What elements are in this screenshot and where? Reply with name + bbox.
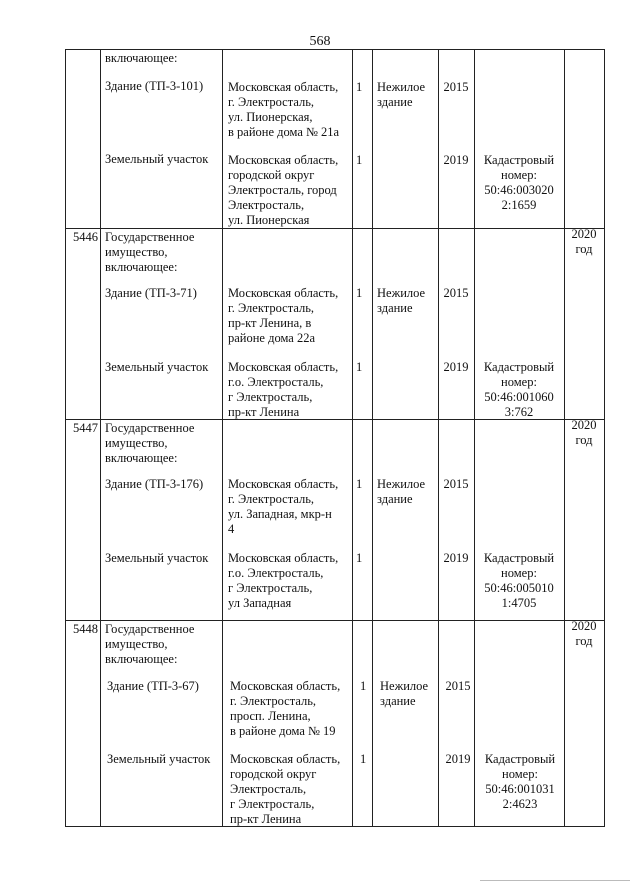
item-address: Московская область, городской округ Электросталь, город Электросталь, ул. Пионерская <box>228 153 339 227</box>
item-kind: Нежилое здание <box>380 679 429 708</box>
item-cadastral-note: Кадастровый номер: 50:46:001060 3:762 <box>483 360 555 419</box>
column-divider <box>222 49 223 827</box>
property-table <box>65 49 605 827</box>
item-year: 2015 <box>443 286 469 300</box>
item-year: 2019 <box>445 752 471 766</box>
scan-edge-mark <box>480 880 630 881</box>
item-address: Московская область, городской округ Электросталь, г Электросталь, пр-кт Ленина <box>230 752 341 826</box>
item-year: 2019 <box>443 153 469 167</box>
item-name: Здание (ТП-3-176) <box>105 477 204 491</box>
item-year: 2015 <box>443 80 469 94</box>
column-divider <box>372 49 373 827</box>
item-quantity: 1 <box>360 679 367 693</box>
item-quantity: 1 <box>356 286 363 300</box>
group-title: Государственное имущество, включающее: <box>105 622 195 666</box>
record-number: 5448 <box>73 622 98 636</box>
item-cadastral-note: Кадастровый номер: 50:46:003020 2:1659 <box>483 153 555 212</box>
item-year: 2019 <box>443 551 469 565</box>
record-period: 2020 год <box>571 619 597 648</box>
item-name: Здание (ТП-3-101) <box>105 79 204 93</box>
row-divider <box>65 620 605 621</box>
item-address: Московская область, г. Электросталь, ул. Пионерская, в районе дома № 21а <box>228 80 340 139</box>
item-name: Земельный участок <box>105 551 209 565</box>
item-address: Московская область, г.о. Электросталь, г Электросталь, ул Западная <box>228 551 339 610</box>
item-address: Московская область, г. Электросталь, просп. Ленина, в районе дома № 19 <box>230 679 341 738</box>
item-cadastral-note: Кадастровый номер: 50:46:005010 1:4705 <box>483 551 555 610</box>
item-quantity: 1 <box>356 153 363 167</box>
item-year: 2015 <box>443 477 469 491</box>
item-quantity: 1 <box>356 551 363 565</box>
page-number: 568 <box>309 34 331 49</box>
column-divider <box>352 49 353 827</box>
item-address: Московская область, г. Электросталь, пр-кт Ленина, в районе дома 22а <box>228 286 339 345</box>
table-border-left <box>65 49 66 827</box>
table-border-top <box>65 49 605 50</box>
item-name: Здание (ТП-3-67) <box>107 679 199 693</box>
item-name: Земельный участок <box>105 360 209 374</box>
item-quantity: 1 <box>356 80 363 94</box>
item-kind: Нежилое здание <box>377 80 426 109</box>
item-quantity: 1 <box>356 360 363 374</box>
item-address: Московская область, г.о. Электросталь, г Электросталь, пр-кт Ленина <box>228 360 339 419</box>
row-divider <box>65 228 605 229</box>
item-name: Земельный участок <box>105 152 209 166</box>
item-address: Московская область, г. Электросталь, ул. Западная, мкр-н 4 <box>228 477 339 536</box>
record-number: 5447 <box>73 421 98 435</box>
item-kind: Нежилое здание <box>377 286 426 315</box>
item-year: 2019 <box>443 360 469 374</box>
column-divider <box>100 49 101 827</box>
group-title: Государственное имущество, включающее: <box>105 421 195 465</box>
record-period: 2020 год <box>571 227 597 256</box>
group-title: Государственное имущество, включающее: <box>105 230 195 274</box>
item-cadastral-note: Кадастровый номер: 50:46:001031 2:4623 <box>484 752 556 811</box>
table-border-right <box>604 49 605 827</box>
item-name: Здание (ТП-3-71) <box>105 286 197 300</box>
item-quantity: 1 <box>360 752 367 766</box>
item-kind: Нежилое здание <box>377 477 426 506</box>
item-quantity: 1 <box>356 477 363 491</box>
group-title: включающее: <box>105 51 178 65</box>
record-number: 5446 <box>73 230 98 244</box>
item-name: Земельный участок <box>107 752 211 766</box>
record-period: 2020 год <box>571 418 597 447</box>
item-year: 2015 <box>445 679 471 693</box>
